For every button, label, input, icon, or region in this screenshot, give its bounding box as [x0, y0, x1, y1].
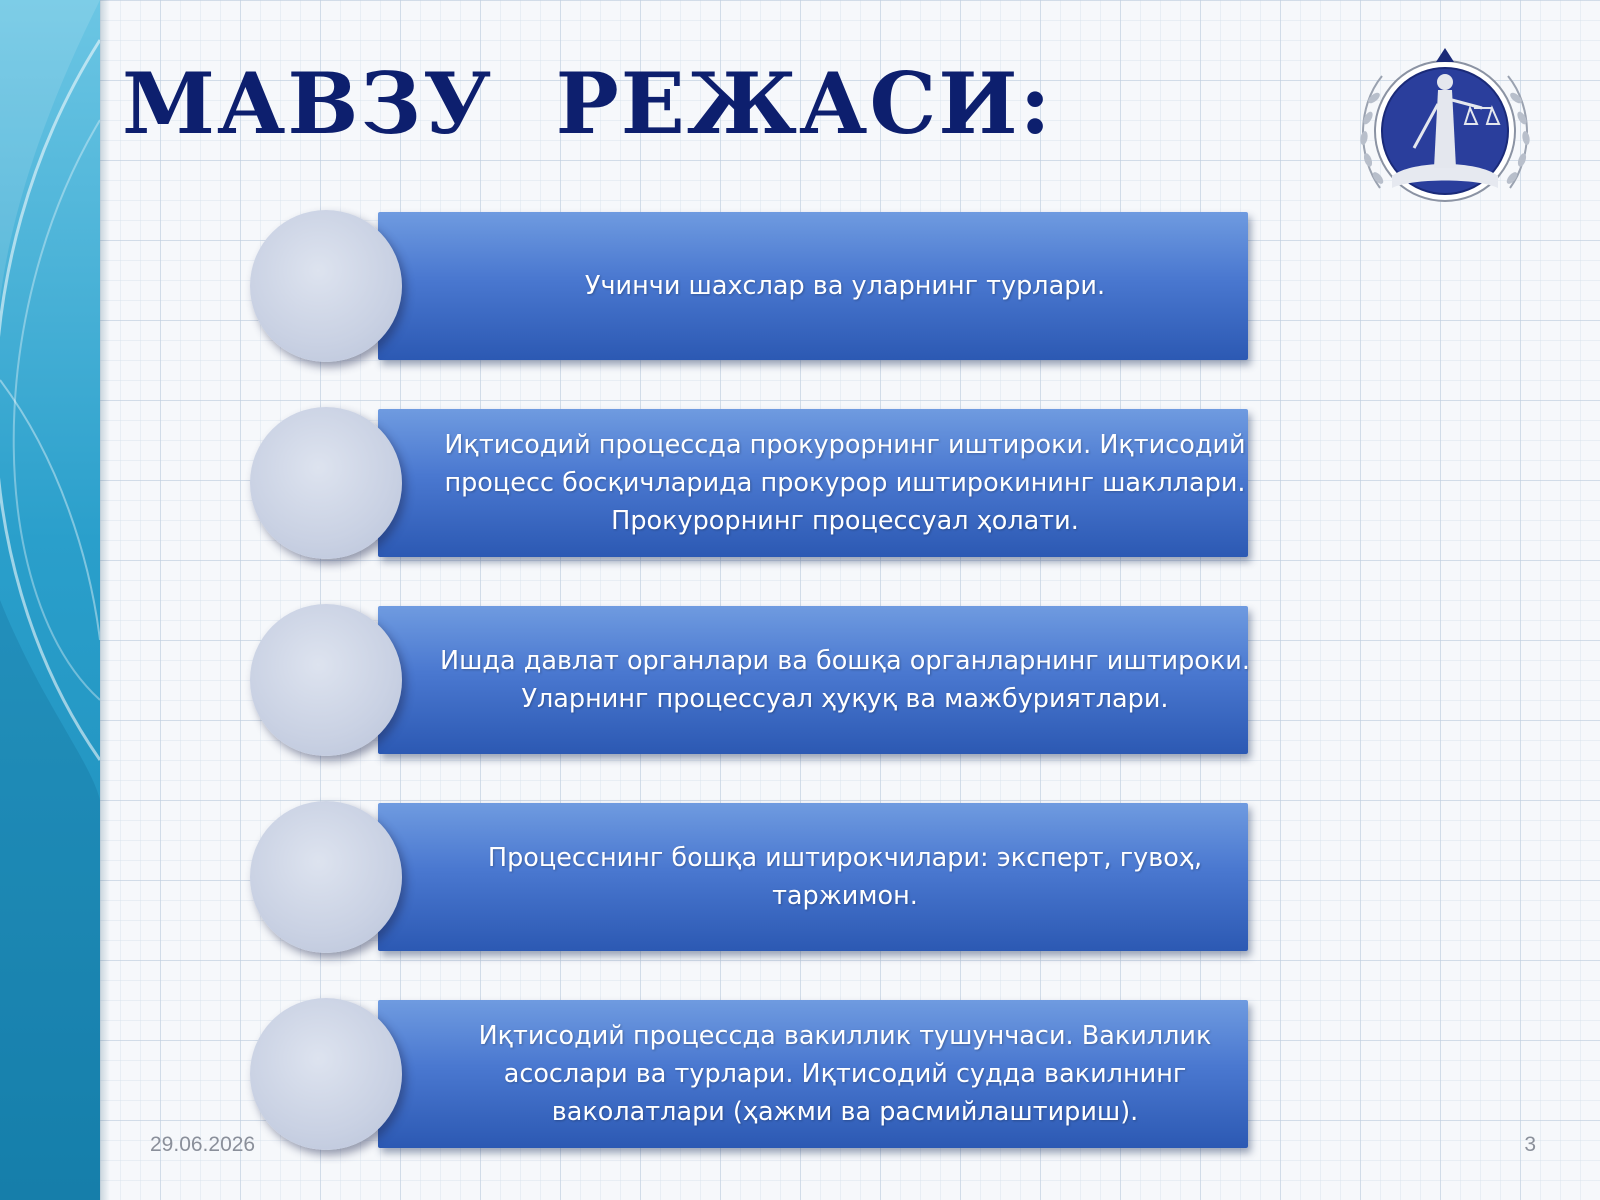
plan-item-text: Процесснинг бошқа иштирокчилари: эксперт, гувоҳ, таржимон. [487, 843, 1203, 911]
plan-item-text: Иқтисодий процессда прокурорнинг иштироки. Иқтисодий процесс босқичларида прокурор иштирокининг шакллари. Прокурорнинг процессуал ҳолати. [444, 430, 1246, 536]
plan-item-text: Учинчи шахслар ва уларнинг турлари. [584, 271, 1106, 301]
slide-date: 29.06.2026 [150, 1133, 256, 1156]
plan-item-bubble [250, 604, 402, 756]
plan-item-4 [250, 801, 1270, 957]
plan-item-bubble [250, 407, 402, 559]
slide-page-number: 3 [1524, 1133, 1536, 1156]
plan-item-bubble [250, 998, 402, 1150]
plan-item-text: Иқтисодий процессда вакиллик тушунчаси. Вакиллик асослари ва турлари. Иқтисодий судда вакилнинг ваколатлари (ҳажми ва расмийлаштириш). [478, 1021, 1212, 1127]
justice-emblem-icon [1352, 38, 1538, 224]
side-band-shadow [100, 0, 110, 1200]
decorative-side-band [0, 0, 100, 1200]
plan-item-bubble [250, 801, 402, 953]
plan-item-5 [250, 998, 1270, 1154]
plan-item-2 [250, 407, 1270, 563]
plan-item-bubble [250, 210, 402, 362]
slide-title: МАВЗУ РЕЖАСИ: [122, 54, 1053, 153]
plan-item-1 [250, 210, 1270, 366]
wave-decoration [0, 0, 100, 1200]
plan-item-3 [250, 604, 1270, 760]
plan-item-text: Ишда давлат органлари ва бошқа органларнинг иштироки. Уларнинг процессуал ҳуқуқ ва мажбуриятлари. [440, 646, 1250, 714]
